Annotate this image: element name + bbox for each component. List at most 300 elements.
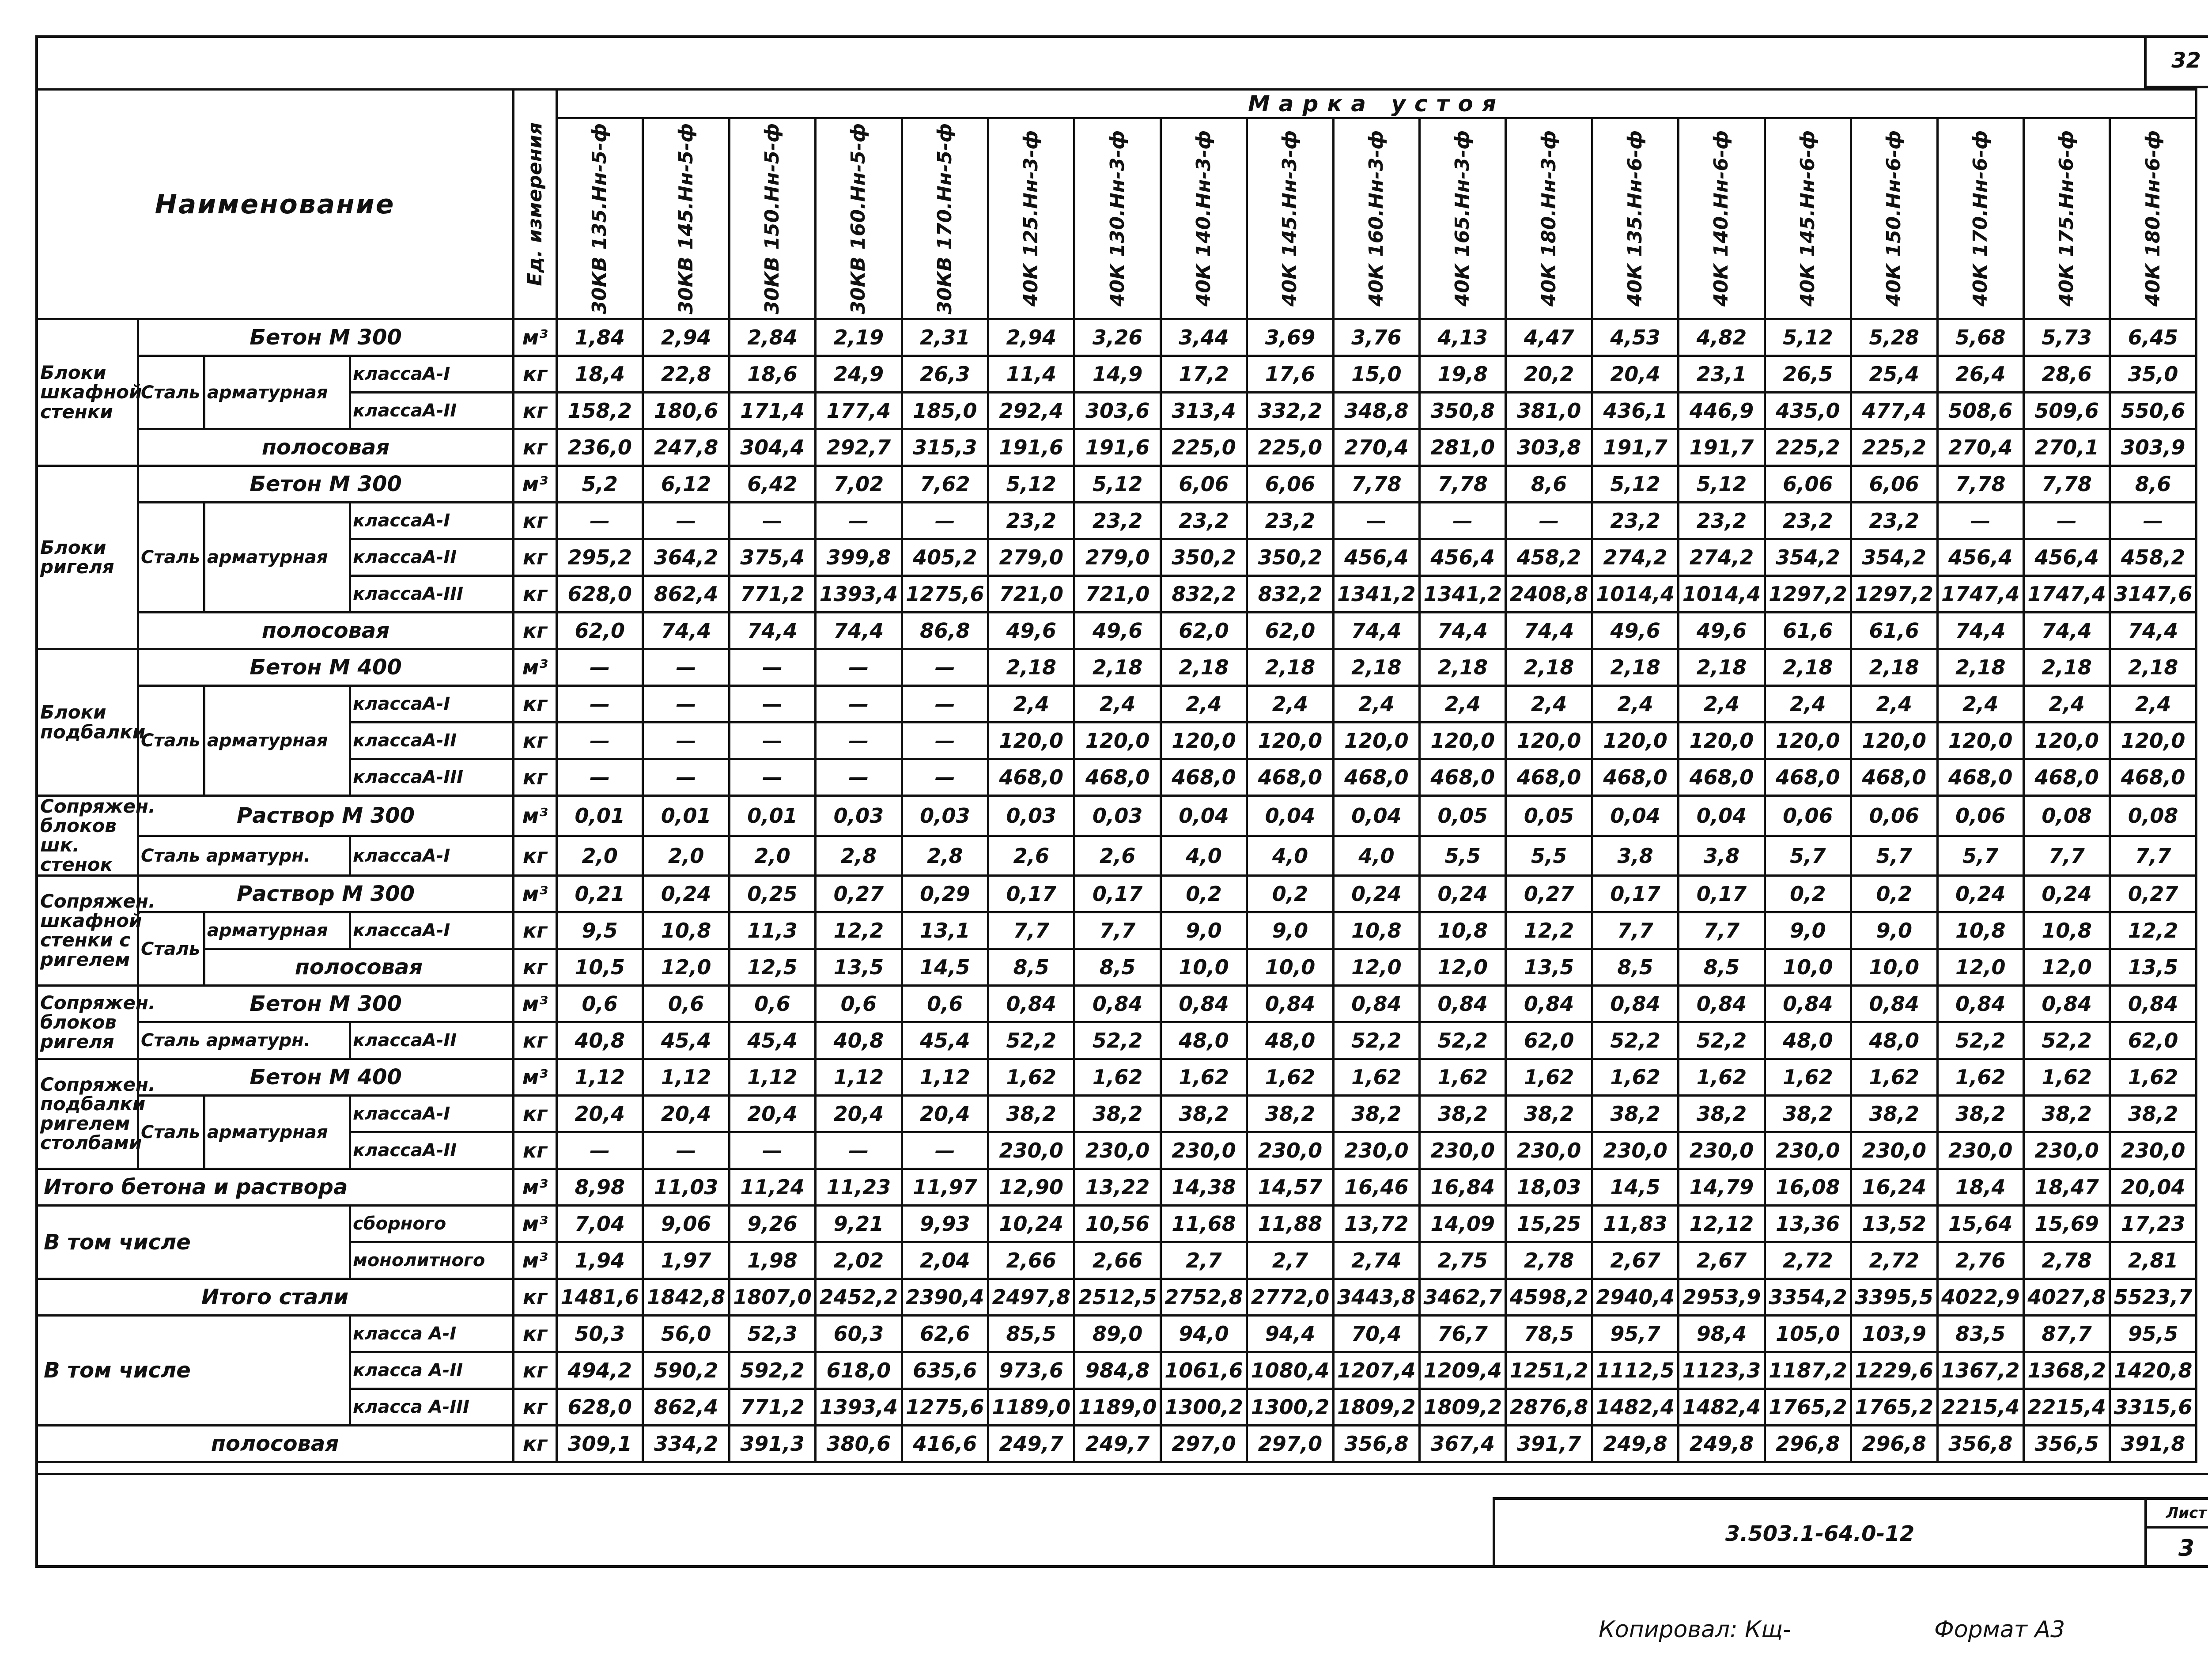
value-cell: 1807,0 <box>729 1279 815 1316</box>
value-cell: 1,98 <box>729 1242 815 1279</box>
value-cell: 9,0 <box>1851 912 1937 949</box>
row-label: классаА-I <box>350 912 514 949</box>
value-cell: 74,4 <box>1937 613 2023 649</box>
value-cell: 862,4 <box>643 576 729 613</box>
value-cell: 468,0 <box>988 759 1074 796</box>
value-cell: 7,62 <box>902 466 988 503</box>
value-cell: 2,75 <box>1420 1242 1506 1279</box>
mark-header: 40К 145.Нн-3-ф <box>1247 118 1333 319</box>
value-cell: 8,6 <box>2110 466 2197 503</box>
value-cell: 1,62 <box>1765 1059 1851 1096</box>
value-cell: 1,62 <box>1420 1059 1506 1096</box>
row-label: Сталь <box>138 1096 204 1169</box>
value-cell: 1765,2 <box>1851 1389 1937 1426</box>
value-cell: 2,94 <box>988 319 1074 356</box>
value-cell: 1297,2 <box>1851 576 1937 613</box>
value-cell: 23,2 <box>988 503 1074 539</box>
value-cell: 10,24 <box>988 1206 1074 1242</box>
unit-cell: кг <box>514 912 557 949</box>
value-cell: 2,4 <box>1506 686 1592 723</box>
value-cell: 20,4 <box>643 1096 729 1132</box>
value-cell: — <box>816 1132 902 1169</box>
value-cell: 5,28 <box>1851 319 1937 356</box>
value-cell: 52,2 <box>1592 1022 1678 1059</box>
mark-header: 30КВ 135.Нн-5-ф <box>557 118 643 319</box>
value-cell: 45,4 <box>729 1022 815 1059</box>
row-label: Раствор М 300 <box>138 796 514 836</box>
unit-cell: м³ <box>514 1059 557 1096</box>
value-cell: 60,3 <box>816 1316 902 1352</box>
value-cell: 5,12 <box>1765 319 1851 356</box>
value-cell: 5,7 <box>1765 836 1851 876</box>
value-cell: 230,0 <box>1937 1132 2023 1169</box>
value-cell: 230,0 <box>1851 1132 1937 1169</box>
value-cell: 468,0 <box>1074 759 1161 796</box>
unit-cell: кг <box>514 1316 557 1352</box>
value-cell: 0,03 <box>816 796 902 836</box>
value-cell: 295,2 <box>557 539 643 576</box>
value-cell: 28,6 <box>2023 356 2110 393</box>
value-cell: 592,2 <box>729 1352 815 1389</box>
value-cell: 550,6 <box>2110 393 2197 429</box>
value-cell: 11,88 <box>1247 1206 1333 1242</box>
row-label: Сталь <box>138 356 204 429</box>
value-cell: 509,6 <box>2023 393 2110 429</box>
value-cell: 38,2 <box>1333 1096 1419 1132</box>
value-cell: 95,5 <box>2110 1316 2197 1352</box>
value-cell: 8,5 <box>1679 949 1765 986</box>
value-cell: 10,8 <box>2023 912 2110 949</box>
value-cell: 1,62 <box>1161 1059 1247 1096</box>
value-cell: 1842,8 <box>643 1279 729 1316</box>
value-cell: 10,8 <box>1937 912 2023 949</box>
value-cell: 1061,6 <box>1161 1352 1247 1389</box>
value-cell: 2,02 <box>816 1242 902 1279</box>
value-cell: 279,0 <box>1074 539 1161 576</box>
value-cell: 0,6 <box>557 986 643 1022</box>
value-cell: 15,69 <box>2023 1206 2110 1242</box>
value-cell: 12,0 <box>643 949 729 986</box>
sheet-box <box>2144 1500 2208 1568</box>
row-label: класса А-II <box>350 1352 514 1389</box>
value-cell: 89,0 <box>1074 1316 1161 1352</box>
value-cell: 20,4 <box>557 1096 643 1132</box>
value-cell: 1,62 <box>1506 1059 1592 1096</box>
value-cell: 225,0 <box>1161 429 1247 466</box>
value-cell: 2390,4 <box>902 1279 988 1316</box>
value-cell: 2,76 <box>1937 1242 2023 1279</box>
value-cell: 281,0 <box>1420 429 1506 466</box>
value-cell: — <box>816 649 902 686</box>
value-cell: 0,25 <box>729 876 815 912</box>
value-cell: 249,7 <box>988 1426 1074 1462</box>
value-cell: 2,4 <box>1161 686 1247 723</box>
unit-cell: кг <box>514 393 557 429</box>
value-cell: 120,0 <box>1506 723 1592 759</box>
value-cell: 4,47 <box>1506 319 1592 356</box>
value-cell: 0,01 <box>557 796 643 836</box>
value-cell: 85,5 <box>988 1316 1074 1352</box>
value-cell: 24,9 <box>816 356 902 393</box>
value-cell: 13,36 <box>1765 1206 1851 1242</box>
value-cell: 1297,2 <box>1765 576 1851 613</box>
value-cell: 2,18 <box>1074 649 1161 686</box>
value-cell: 2,18 <box>1592 649 1678 686</box>
value-cell: 236,0 <box>557 429 643 466</box>
value-cell: 332,2 <box>1247 393 1333 429</box>
value-cell: 14,79 <box>1679 1169 1765 1206</box>
value-cell: 270,1 <box>2023 429 2110 466</box>
row-label: классаА-II <box>350 1022 514 1059</box>
value-cell: 50,3 <box>557 1316 643 1352</box>
value-cell: 20,4 <box>729 1096 815 1132</box>
sheet-number: 3 <box>2178 1535 2195 1562</box>
value-cell: 74,4 <box>1506 613 1592 649</box>
value-cell: 1187,2 <box>1765 1352 1851 1389</box>
value-cell: 48,0 <box>1161 1022 1247 1059</box>
mark-header: 40К 140.Нн-6-ф <box>1679 118 1765 319</box>
value-cell: 2,4 <box>2110 686 2197 723</box>
value-cell: 120,0 <box>1851 723 1937 759</box>
value-cell: 3,8 <box>1592 836 1678 876</box>
row-label: полосовая <box>138 613 514 649</box>
value-cell: 292,7 <box>816 429 902 466</box>
value-cell: 2,7 <box>1161 1242 1247 1279</box>
row-label: классаА-I <box>350 836 514 876</box>
value-cell: 458,2 <box>1506 539 1592 576</box>
value-cell: 0,84 <box>1420 986 1506 1022</box>
value-cell: 2,18 <box>2110 649 2197 686</box>
value-cell: 120,0 <box>2110 723 2197 759</box>
value-cell: 494,2 <box>557 1352 643 1389</box>
value-cell: 1482,4 <box>1592 1389 1678 1426</box>
value-cell: 1,62 <box>2110 1059 2197 1096</box>
row-label: арматурная <box>204 686 350 796</box>
unit-cell: кг <box>514 1426 557 1462</box>
value-cell: 2,8 <box>816 836 902 876</box>
value-cell: 2,0 <box>557 836 643 876</box>
mark-header: 40К 180.Нн-6-ф <box>2110 118 2197 319</box>
value-cell: 62,0 <box>1161 613 1247 649</box>
value-cell: 230,0 <box>1161 1132 1247 1169</box>
value-cell: 6,42 <box>729 466 815 503</box>
value-cell: 7,78 <box>1937 466 2023 503</box>
value-cell: 4027,8 <box>2023 1279 2110 1316</box>
value-cell: 1209,4 <box>1420 1352 1506 1389</box>
value-cell: 11,23 <box>816 1169 902 1206</box>
value-cell: 2,67 <box>1679 1242 1765 1279</box>
value-cell: 5,12 <box>1679 466 1765 503</box>
value-cell: 23,2 <box>1592 503 1678 539</box>
row-label: В том числе <box>37 1316 350 1426</box>
mark-header: 40К 140.Нн-3-ф <box>1161 118 1247 319</box>
group-label: Сопряжен. шкафной стенки с ригелем <box>37 876 138 986</box>
value-cell: 2,78 <box>1506 1242 1592 1279</box>
value-cell: 3395,5 <box>1851 1279 1937 1316</box>
value-cell: 120,0 <box>1592 723 1678 759</box>
row-label: Сталь <box>138 686 204 796</box>
value-cell: 7,78 <box>2023 466 2110 503</box>
value-cell: 2452,2 <box>816 1279 902 1316</box>
value-cell: 0,2 <box>1851 876 1937 912</box>
title-block <box>1493 1497 2208 1568</box>
value-cell: 9,21 <box>816 1206 902 1242</box>
value-cell: 12,2 <box>1506 912 1592 949</box>
value-cell: 446,9 <box>1679 393 1765 429</box>
value-cell: 2,4 <box>1679 686 1765 723</box>
value-cell: 0,27 <box>2110 876 2197 912</box>
value-cell: 4022,9 <box>1937 1279 2023 1316</box>
value-cell: 1080,4 <box>1247 1352 1333 1389</box>
unit-cell: кг <box>514 686 557 723</box>
value-cell: 436,1 <box>1592 393 1678 429</box>
value-cell: 180,6 <box>643 393 729 429</box>
value-cell: 0,24 <box>1937 876 2023 912</box>
group-label: Блоки подбалки <box>37 649 138 796</box>
value-cell: — <box>729 1132 815 1169</box>
value-cell: 62,0 <box>1247 613 1333 649</box>
value-cell: 17,6 <box>1247 356 1333 393</box>
value-cell: 458,2 <box>2110 539 2197 576</box>
value-cell: 74,4 <box>2023 613 2110 649</box>
value-cell: — <box>643 503 729 539</box>
value-cell: 61,6 <box>1765 613 1851 649</box>
value-cell: 45,4 <box>902 1022 988 1059</box>
row-label: Сталь <box>138 912 204 986</box>
value-cell: 0,84 <box>1161 986 1247 1022</box>
value-cell: 456,4 <box>1333 539 1419 576</box>
value-cell: 2,4 <box>2023 686 2110 723</box>
value-cell: 468,0 <box>1679 759 1765 796</box>
value-cell: 38,2 <box>1937 1096 2023 1132</box>
value-cell: 0,04 <box>1247 796 1333 836</box>
value-cell: 296,8 <box>1765 1426 1851 1462</box>
value-cell: 38,2 <box>1074 1096 1161 1132</box>
value-cell: 74,4 <box>2110 613 2197 649</box>
value-cell: — <box>557 649 643 686</box>
row-label: классаА-III <box>350 576 514 613</box>
value-cell: 618,0 <box>816 1352 902 1389</box>
value-cell: 12,2 <box>2110 912 2197 949</box>
value-cell: 0,03 <box>988 796 1074 836</box>
value-cell: 303,9 <box>2110 429 2197 466</box>
value-cell: 832,2 <box>1247 576 1333 613</box>
value-cell: — <box>902 503 988 539</box>
value-cell: 1,94 <box>557 1242 643 1279</box>
value-cell: 391,3 <box>729 1426 815 1462</box>
value-cell: 2953,9 <box>1679 1279 1765 1316</box>
value-cell: 468,0 <box>1851 759 1937 796</box>
value-cell: 95,7 <box>1592 1316 1678 1352</box>
value-cell: 1809,2 <box>1333 1389 1419 1426</box>
value-cell: 191,7 <box>1679 429 1765 466</box>
value-cell: 185,0 <box>902 393 988 429</box>
row-label: сборного <box>350 1206 514 1242</box>
value-cell: 0,29 <box>902 876 988 912</box>
value-cell: 120,0 <box>2023 723 2110 759</box>
value-cell: 23,2 <box>1765 503 1851 539</box>
value-cell: 456,4 <box>2023 539 2110 576</box>
value-cell: 13,22 <box>1074 1169 1161 1206</box>
value-cell: 3315,6 <box>2110 1389 2197 1426</box>
value-cell: 1809,2 <box>1420 1389 1506 1426</box>
value-cell: 38,2 <box>1506 1096 1592 1132</box>
value-cell: 52,2 <box>1074 1022 1161 1059</box>
value-cell: 3147,6 <box>2110 576 2197 613</box>
value-cell: 249,7 <box>1074 1426 1161 1462</box>
value-cell: 375,4 <box>729 539 815 576</box>
value-cell: 0,84 <box>1851 986 1937 1022</box>
value-cell: 13,72 <box>1333 1206 1419 1242</box>
value-cell: 2,6 <box>988 836 1074 876</box>
value-cell: 10,0 <box>1765 949 1851 986</box>
value-cell: 78,5 <box>1506 1316 1592 1352</box>
value-cell: 350,2 <box>1247 539 1333 576</box>
value-cell: 18,47 <box>2023 1169 2110 1206</box>
value-cell: 230,0 <box>2110 1132 2197 1169</box>
value-cell: 0,6 <box>643 986 729 1022</box>
value-cell: 0,84 <box>2110 986 2197 1022</box>
value-cell: 2,84 <box>729 319 815 356</box>
value-cell: 12,90 <box>988 1169 1074 1206</box>
value-cell: 74,4 <box>816 613 902 649</box>
value-cell: 35,0 <box>2110 356 2197 393</box>
value-cell: 191,6 <box>988 429 1074 466</box>
value-cell: 1368,2 <box>2023 1352 2110 1389</box>
value-cell: 309,1 <box>557 1426 643 1462</box>
value-cell: 83,5 <box>1937 1316 2023 1352</box>
value-cell: 0,84 <box>1333 986 1419 1022</box>
value-cell: 405,2 <box>902 539 988 576</box>
value-cell: 56,0 <box>643 1316 729 1352</box>
row-label: Итого стали <box>37 1279 514 1316</box>
value-cell: 0,01 <box>643 796 729 836</box>
value-cell: 0,17 <box>1679 876 1765 912</box>
value-cell: 74,4 <box>729 613 815 649</box>
value-cell: 468,0 <box>1765 759 1851 796</box>
row-label: полосовая <box>204 949 514 986</box>
value-cell: 391,7 <box>1506 1426 1592 1462</box>
value-cell: 1420,8 <box>2110 1352 2197 1389</box>
value-cell: 10,8 <box>1333 912 1419 949</box>
value-cell: 7,7 <box>1679 912 1765 949</box>
value-cell: 15,25 <box>1506 1206 1592 1242</box>
value-cell: 4,53 <box>1592 319 1678 356</box>
value-cell: 3462,7 <box>1420 1279 1506 1316</box>
value-cell: 1,62 <box>1937 1059 2023 1096</box>
value-cell: 380,6 <box>816 1426 902 1462</box>
value-cell: 348,8 <box>1333 393 1419 429</box>
row-label: Раствор М 300 <box>138 876 514 912</box>
value-cell: 0,84 <box>988 986 1074 1022</box>
value-cell: 38,2 <box>988 1096 1074 1132</box>
value-cell: 0,05 <box>1420 796 1506 836</box>
value-cell: 20,4 <box>816 1096 902 1132</box>
value-cell: 23,2 <box>1074 503 1161 539</box>
header-marka: Марка устоя <box>557 90 2197 118</box>
value-cell: 8,5 <box>988 949 1074 986</box>
value-cell: 11,03 <box>643 1169 729 1206</box>
value-cell: 356,8 <box>1937 1426 2023 1462</box>
value-cell: 16,08 <box>1765 1169 1851 1206</box>
unit-cell: кг <box>514 836 557 876</box>
value-cell: 2,4 <box>1333 686 1419 723</box>
value-cell: 1,62 <box>1592 1059 1678 1096</box>
value-cell: 9,0 <box>1161 912 1247 949</box>
value-cell: 2,72 <box>1765 1242 1851 1279</box>
value-cell: 2,4 <box>988 686 1074 723</box>
value-cell: 2,18 <box>1161 649 1247 686</box>
value-cell: 249,8 <box>1592 1426 1678 1462</box>
value-cell: 270,4 <box>1937 429 2023 466</box>
value-cell: 1,62 <box>1679 1059 1765 1096</box>
value-cell: 225,2 <box>1851 429 1937 466</box>
value-cell: — <box>902 1132 988 1169</box>
value-cell: 304,4 <box>729 429 815 466</box>
value-cell: — <box>902 649 988 686</box>
value-cell: — <box>643 686 729 723</box>
value-cell: 45,4 <box>643 1022 729 1059</box>
value-cell: 5,7 <box>1937 836 2023 876</box>
value-cell: 49,6 <box>988 613 1074 649</box>
value-cell: 20,04 <box>2110 1169 2197 1206</box>
value-cell: 38,2 <box>1851 1096 1937 1132</box>
value-cell: 0,08 <box>2110 796 2197 836</box>
value-cell: 2,67 <box>1592 1242 1678 1279</box>
value-cell: — <box>902 723 988 759</box>
value-cell: 23,2 <box>1679 503 1765 539</box>
value-cell: 0,84 <box>2023 986 2110 1022</box>
value-cell: — <box>643 723 729 759</box>
value-cell: 17,2 <box>1161 356 1247 393</box>
value-cell: 48,0 <box>1765 1022 1851 1059</box>
value-cell: 1189,0 <box>988 1389 1074 1426</box>
value-cell: 0,84 <box>1592 986 1678 1022</box>
value-cell: 13,1 <box>902 912 988 949</box>
row-label: Сталь арматурн. <box>138 1022 350 1059</box>
value-cell: 8,98 <box>557 1169 643 1206</box>
value-cell: 10,0 <box>1247 949 1333 986</box>
value-cell: 0,24 <box>1420 876 1506 912</box>
unit-cell: кг <box>514 503 557 539</box>
value-cell: 1014,4 <box>1592 576 1678 613</box>
value-cell: 11,97 <box>902 1169 988 1206</box>
value-cell: 191,7 <box>1592 429 1678 466</box>
mark-header: 40К 135.Нн-6-ф <box>1592 118 1678 319</box>
value-cell: 12,0 <box>1420 949 1506 986</box>
row-label: классаА-I <box>350 686 514 723</box>
row-label: арматурная <box>204 503 350 613</box>
value-cell: 5,73 <box>2023 319 2110 356</box>
value-cell: 354,2 <box>1851 539 1937 576</box>
value-cell: 2,18 <box>1679 649 1765 686</box>
value-cell: 364,2 <box>643 539 729 576</box>
value-cell: 10,0 <box>1851 949 1937 986</box>
value-cell: 0,2 <box>1765 876 1851 912</box>
value-cell: — <box>557 503 643 539</box>
value-cell: — <box>643 759 729 796</box>
value-cell: 2,4 <box>1420 686 1506 723</box>
value-cell: 62,6 <box>902 1316 988 1352</box>
value-cell: 0,84 <box>1074 986 1161 1022</box>
value-cell: 0,05 <box>1506 796 1592 836</box>
value-cell: 52,2 <box>1679 1022 1765 1059</box>
unit-cell: кг <box>514 539 557 576</box>
value-cell: 1,62 <box>1851 1059 1937 1096</box>
unit-cell: кг <box>514 1352 557 1389</box>
value-cell: 18,03 <box>1506 1169 1592 1206</box>
value-cell: 16,84 <box>1420 1169 1506 1206</box>
